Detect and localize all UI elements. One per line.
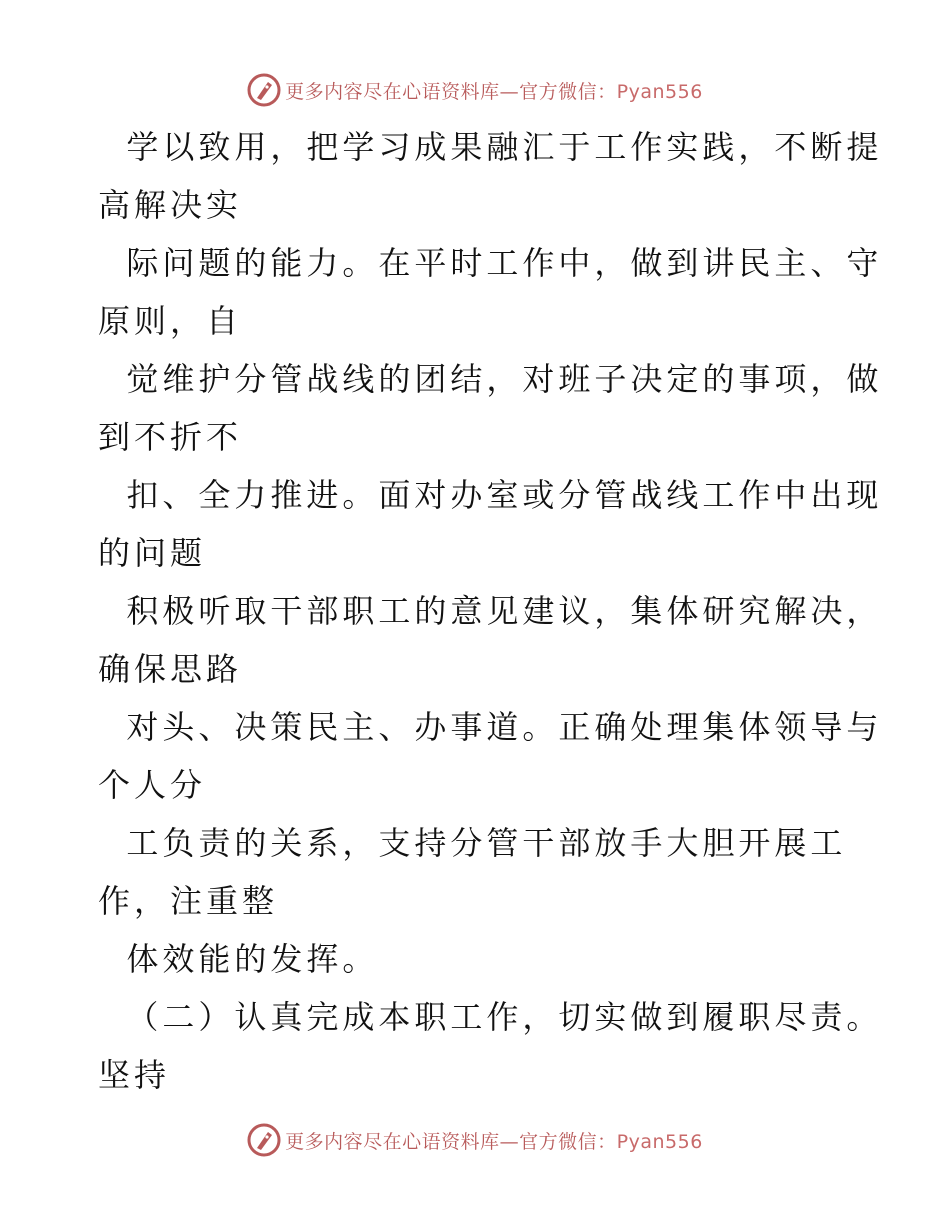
document-body	[98, 118, 883, 1104]
paragraph: （二）认真完成本职工作，切实做到履职尽责。 坚持	[98, 998, 883, 1094]
header-watermark	[0, 70, 950, 110]
paragraph: 积极听取干部职工的意见建议，集体研究解决， 确保思路	[98, 592, 883, 688]
paragraph: 体效能的发挥。	[98, 940, 379, 978]
paragraph: 学以致用，把学习成果融汇于工作实践，不断提 高解决实	[98, 128, 883, 224]
paragraph: 际问题的能力。在平时工作中，做到讲民主、守 原则，自	[98, 244, 883, 340]
footer-watermark	[0, 1120, 950, 1160]
paragraph: 扣、全力推进。面对办室或分管战线工作中出现 的问题	[98, 476, 883, 572]
wechat-id: Pyan556	[616, 1130, 703, 1153]
watermark-text: 更多内容尽在心语资料库—官方微信：Pyan556	[285, 1130, 703, 1153]
pen-nib-circle-icon	[247, 1123, 281, 1157]
paragraph: 对头、决策民主、办事道。正确处理集体领导与 个人分	[98, 708, 883, 804]
pen-nib-circle-icon	[247, 73, 281, 107]
watermark-text: 更多内容尽在心语资料库—官方微信：Pyan556	[285, 80, 703, 103]
paragraph: 工负责的关系，支持分管干部放手大胆开展工 作，注重整	[98, 824, 847, 920]
wechat-id: Pyan556	[616, 80, 703, 103]
paragraph: 觉维护分管战线的团结，对班子决定的事项，做 到不折不	[98, 360, 883, 456]
